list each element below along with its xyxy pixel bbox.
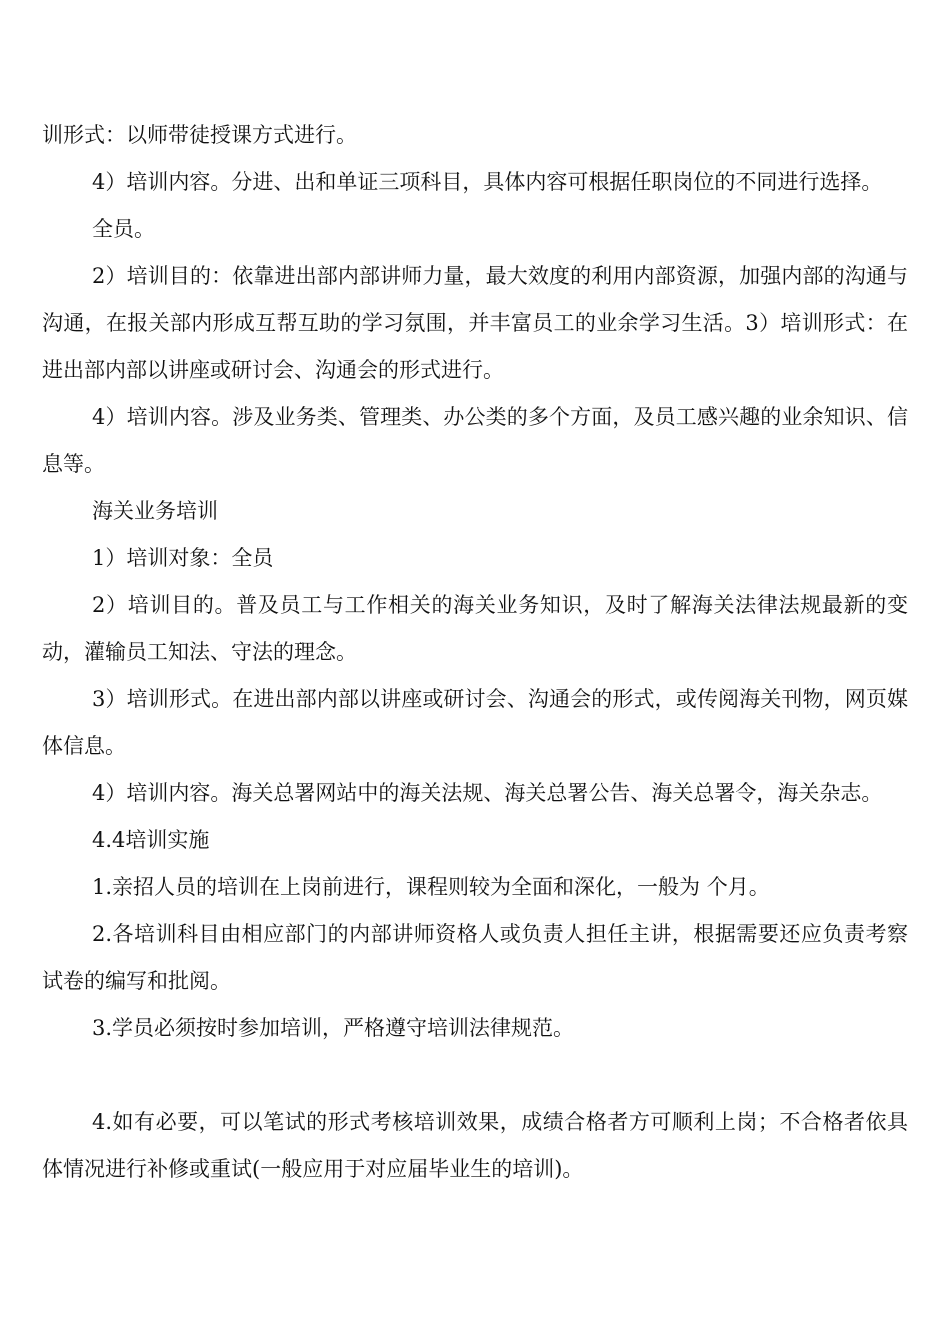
paragraph-12: 1.亲招人员的培训在上岗前进行，课程则较为全面和深化，一般为 个月。 (92, 875, 770, 899)
paragraph-1: 训形式：以师带徒授课方式进行。 (42, 123, 357, 147)
document-page (42, 112, 908, 1193)
paragraph-10: 4）培训内容。海关总署网站中的海关法规、海关总署公告、海关总署令，海关杂志。 (92, 781, 883, 805)
paragraph-4: 2）培训目的：依靠进出部内部讲师力量，最大效度的利用内部资源，加强内部的沟通与沟通，在报关部内形成互帮互助的学习氛围，并丰富员工的业余学习生活。3）培训形式：在进出部内部以讲座或研讨会、沟通会的形式进行。 (42, 264, 908, 382)
paragraph-7: 1）培训对象：全员 (92, 546, 274, 570)
paragraph-5: 4）培训内容。涉及业务类、管理类、办公类的多个方面，及员工感兴趣的业余知识、信息等。 (42, 405, 908, 476)
paragraph-15: 4.如有必要，可以笔试的形式考核培训效果，成绩合格者方可顺利上岗；不合格者依具体情况进行补修或重试(一般应用于对应届毕业生的培训)。 (42, 1110, 908, 1181)
paragraph-13: 2.各培训科目由相应部门的内部讲师资格人或负责人担任主讲，根据需要还应负责考察试卷的编写和批阅。 (42, 922, 908, 993)
paragraph-2: 4）培训内容。分进、出和单证三项科目，具体内容可根据任职岗位的不同进行选择。 (92, 170, 883, 194)
section-heading-customs-training: 海关业务培训 (92, 499, 218, 523)
paragraph-3: 全员。 (92, 217, 155, 241)
blank-line (42, 1052, 908, 1099)
paragraph-8: 2）培训目的。普及员工与工作相关的海关业务知识，及时了解海关法律法规最新的变动，灌输员工知法、守法的理念。 (42, 593, 908, 664)
paragraph-14: 3.学员必须按时参加培训，严格遵守培训法律规范。 (92, 1016, 575, 1040)
paragraph-9: 3）培训形式。在进出部内部以讲座或研讨会、沟通会的形式，或传阅海关刊物，网页媒体信息。 (42, 687, 908, 758)
section-heading-training-implementation: 4.4培训实施 (92, 828, 210, 852)
